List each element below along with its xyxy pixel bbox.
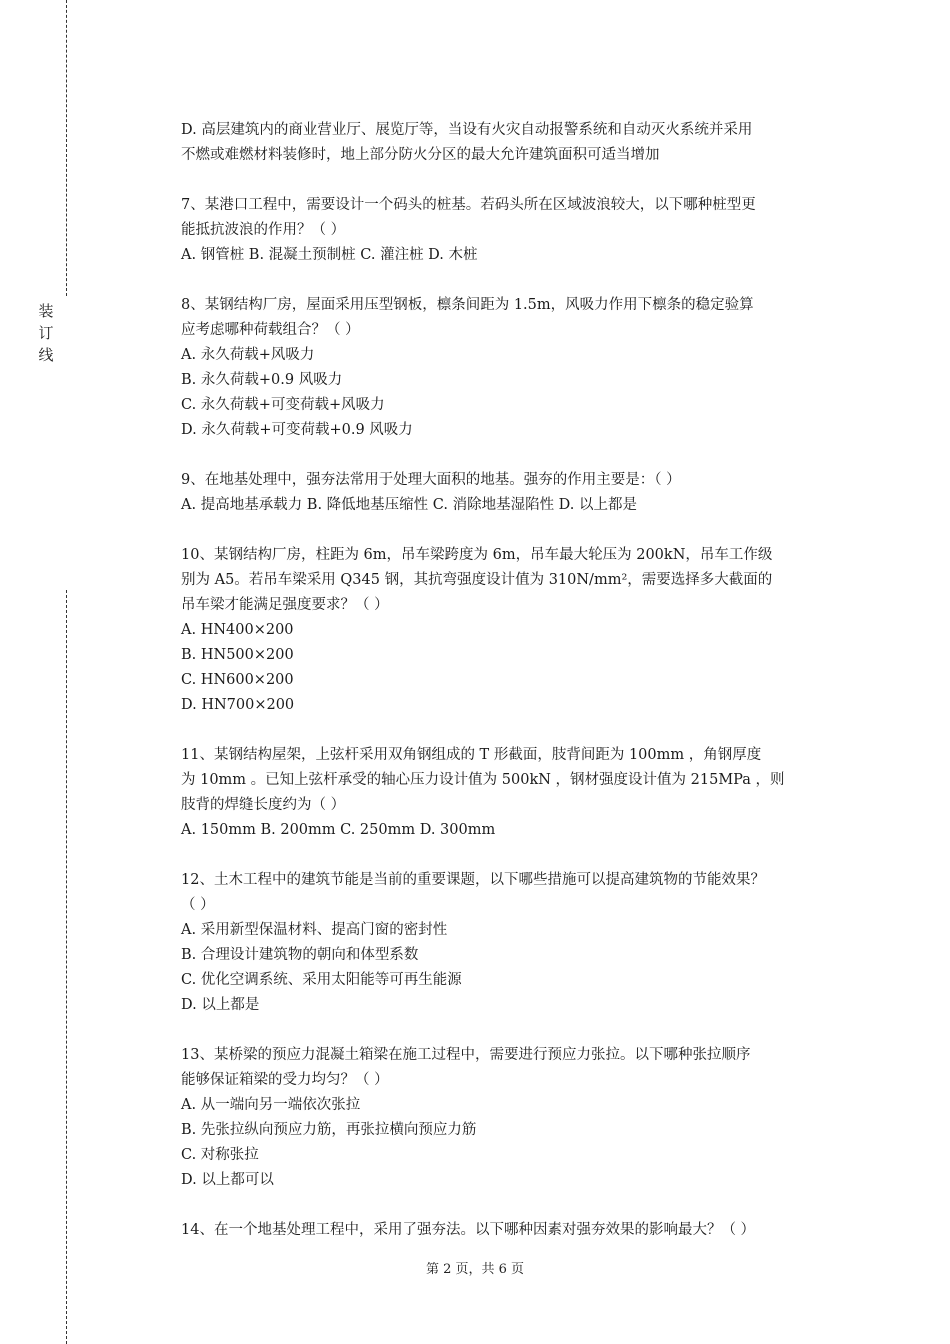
answer-option: A. 钢管桩 B. 混凝土预制桩 C. 灌注桩 D. 木桩	[181, 247, 478, 263]
question-text-line: 8、某钢结构厂房，屋面采用压型钢板，檩条间距为 1.5m，风吸力作用下檩条的稳定验算	[181, 297, 754, 313]
question-text-line: 10、某钢结构厂房，柱距为 6m，吊车梁跨度为 6m，吊车最大轮压为 200kN，吊车工作级	[181, 547, 773, 563]
question-text-line: 能抵抗波浪的作用？（ ）	[181, 222, 346, 238]
question-q11	[181, 743, 841, 843]
answer-option: A. 采用新型保温材料、提高门窗的密封性	[181, 922, 448, 938]
answer-option: D. HN700×200	[181, 697, 295, 713]
answer-option: A. 从一端向另一端依次张拉	[181, 1097, 361, 1113]
question-text-line: 11、某钢结构屋架，上弦杆采用双角钢组成的 T 形截面，肢背间距为 100mm ，角钢厚度	[181, 747, 762, 763]
question-text-line: 9、在地基处理中，强夯法常用于处理大面积的地基。强夯的作用主要是：（ ）	[181, 472, 681, 488]
answer-option: C. 永久荷载+可变荷载+风吸力	[181, 397, 385, 413]
question-text-line: 14、在一个地基处理工程中，采用了强夯法。以下哪种因素对强夯效果的影响最大？（ ）	[181, 1222, 756, 1238]
question-text-line: 能够保证箱梁的受力均匀？（ ）	[181, 1072, 389, 1088]
binding-char: 线	[38, 346, 54, 364]
question-text-line: 13、某桥梁的预应力混凝土箱梁在施工过程中，需要进行预应力张拉。以下哪种张拉顺序	[181, 1047, 751, 1063]
question-text-line: （ ）	[181, 897, 215, 913]
answer-option: B. 合理设计建筑物的朝向和体型系数	[181, 947, 419, 963]
answer-option: A. 150mm B. 200mm C. 250mm D. 300mm	[181, 822, 496, 838]
answer-option: B. 永久荷载+0.9 风吸力	[181, 372, 343, 388]
answer-option: A. HN400×200	[181, 622, 294, 638]
question-q12	[181, 868, 841, 1018]
question-text-line: 肢背的焊缝长度约为（ ）	[181, 797, 346, 813]
question-q9	[181, 468, 841, 518]
answer-option: D. 以上都可以	[181, 1172, 274, 1188]
question-text-line: 别为 A5。若吊车梁采用 Q345 钢，其抗弯强度设计值为 310N/mm²，需要选择多大截面的	[181, 572, 773, 588]
answer-option: B. 先张拉纵向预应力筋，再张拉横向预应力筋	[181, 1122, 477, 1138]
question-q14	[181, 1218, 841, 1243]
answer-option: B. HN500×200	[181, 647, 294, 663]
answer-option: C. HN600×200	[181, 672, 294, 688]
answer-option: A. 提高地基承载力 B. 降低地基压缩性 C. 消除地基湿陷性 D. 以上都是	[181, 497, 638, 513]
binding-char: 订	[38, 324, 54, 342]
question-q7	[181, 193, 841, 268]
page-footer: 第 2 页，共 6 页	[425, 1262, 525, 1277]
answer-option: C. 对称张拉	[181, 1147, 259, 1163]
answer-option: D. 以上都是	[181, 997, 260, 1013]
question-q8	[181, 293, 841, 443]
question-list	[181, 118, 841, 1268]
question-text-line: 吊车梁才能满足强度要求？（ ）	[181, 597, 389, 613]
binding-char: 装	[38, 302, 54, 320]
question-q10	[181, 543, 841, 718]
binding-label	[36, 300, 56, 366]
question-q6-cont	[181, 118, 841, 168]
question-text-line: 7、某港口工程中，需要设计一个码头的桩基。若码头所在区域波浪较大，以下哪种桩型更	[181, 197, 756, 213]
binding-dashed-line-bottom	[66, 590, 67, 1344]
answer-option: A. 永久荷载+风吸力	[181, 347, 315, 363]
question-text-line: 不燃或难燃材料装修时，地上部分防火分区的最大允许建筑面积可适当增加	[181, 147, 660, 163]
question-text-line: D. 高层建筑内的商业营业厅、展览厅等，当设有火灾自动报警系统和自动灭火系统并采用	[181, 122, 753, 138]
answer-option: C. 优化空调系统、采用太阳能等可再生能源	[181, 972, 462, 988]
question-text-line: 应考虑哪种荷载组合？（ ）	[181, 322, 360, 338]
question-q13	[181, 1043, 841, 1193]
binding-dashed-line-top	[66, 0, 67, 296]
question-text-line: 为 10mm 。已知上弦杆承受的轴心压力设计值为 500kN ，钢材强度设计值为 215MPa ，则	[181, 772, 785, 788]
answer-option: D. 永久荷载+可变荷载+0.9 风吸力	[181, 422, 413, 438]
question-text-line: 12、土木工程中的建筑节能是当前的重要课题，以下哪些措施可以提高建筑物的节能效果？	[181, 872, 765, 888]
